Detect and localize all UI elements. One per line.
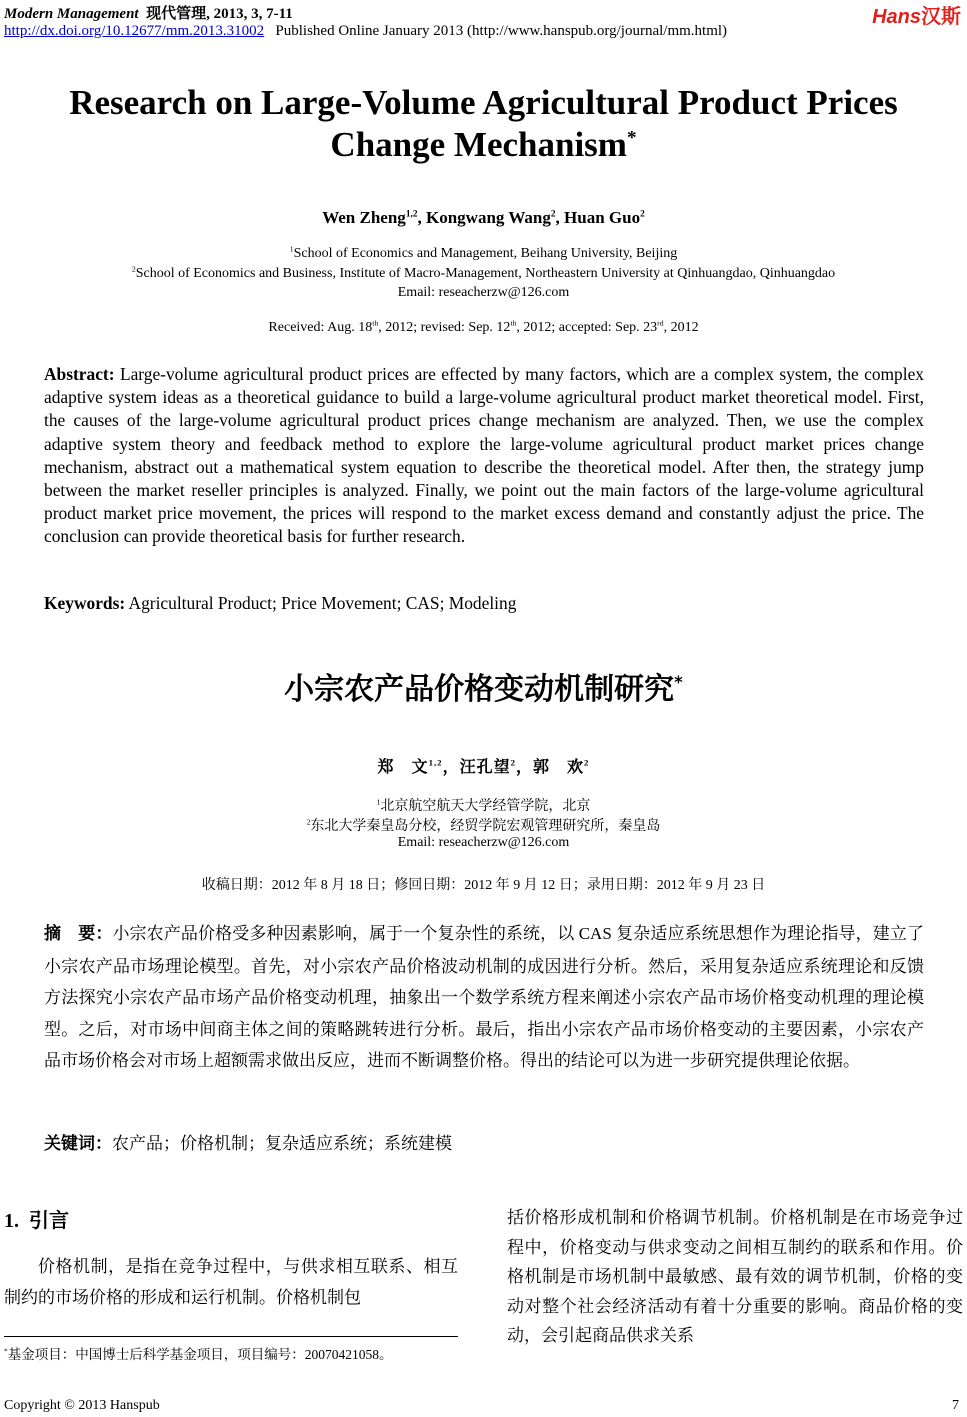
abstract-text: Large-volume agricultural product prices are effected by many factors, which are a complex system, the complex adaptive system ideas as a theoretical guidance to build a large-volume agricultural product market theoretical model. First, the causes of the large-volume agricultural product prices change mechanism are analyzed. Then, we use the complex adaptive system theory and feedback method to explore the large-volume agricultural product market prices change mechanism, abstract out a mathematical system equation to describe the theoretical model. After then, the strategy jump between the market reseller principles is analyzed. Finally, we point out the main factors of the large-volume agricultural product market price movement, the prices will respond to the market excess demand and constantly adjust the price. The conclusion can provide theoretical basis for further research. — [44, 364, 924, 547]
doi-line — [4, 23, 727, 40]
affil-text: 北京航空航天大学经管学院，北京 — [380, 799, 591, 814]
author-name: Wen Zheng — [322, 208, 406, 227]
affil-text: School of Economics and Management, Beihang University, Beijing — [293, 246, 678, 261]
doi-link[interactable]: http://dx.doi.org/10.12677/mm.2013.31002 — [4, 23, 265, 39]
affiliation-cn-1 — [0, 795, 967, 815]
keywords-en — [44, 593, 516, 614]
journal-issue: , 2013, 3, 7-11 — [206, 6, 293, 22]
date-text: Received: Aug. 18 — [268, 320, 373, 335]
journal-name: Modern Management — [4, 6, 139, 22]
date-text: , 2012; accepted: Sep. 23 — [516, 320, 658, 335]
author-sep: ， — [516, 759, 534, 776]
publisher-logo — [872, 0, 961, 29]
date-sup: th — [372, 318, 379, 328]
email-cn: Email: reseacherzw@126.com — [397, 835, 570, 850]
affil-sup: 2 — [131, 264, 136, 274]
date-text: , 2012; revised: Sep. 12 — [378, 320, 511, 335]
affiliation-en-1 — [0, 246, 967, 262]
abstract-cn-text: 小宗农产品价格受多种因素影响，属于一个复杂性的系统，以 CAS 复杂适应系统思想作为理论指导，建立了小宗农产品市场理论模型。首先，对小宗农产品价格波动机制的成因进行分析。然后，采用复杂适应系统理论和反馈方法探究小宗农产品市场产品价格变动机理，抽象出一个数学系统方程来阐述小宗农产品市场价格变动机理的理论模型。之后，对市场中间商主体之间的策略跳转进行分析。最后，指出小宗农产品市场价格变动的主要因素，小宗农产品市场价格会对市场上超额需求做出反应，进而不断调整价格。得出的结论可以为进一步研究提供理论依据。 — [44, 924, 924, 1070]
abstract-cn-label: 摘 要： — [44, 924, 113, 944]
dates-cn: 收稿日期：2012 年 8 月 18 日；修回日期：2012 年 9 月 12 日；录用日期：2012 年 9 月 23 日 — [201, 878, 766, 893]
keywords-cn-text: 农产品；价格机制；复杂适应系统；系统建模 — [112, 1134, 452, 1153]
affil-text: School of Economics and Business, Institute of Macro-Management, Northeastern University at Qinhuangdao, Qinhuangdao — [135, 266, 836, 281]
email-en: Email: reseacherzw@126.com — [397, 285, 570, 300]
title-footnote-mark: * — [626, 127, 637, 149]
section-number: 1. — [4, 1210, 19, 1232]
title-cn-text: 小宗农产品价格变动机制研究 — [284, 672, 675, 707]
author-affil-sup: 1,2 — [428, 757, 443, 768]
affil-sup: 1 — [376, 797, 381, 807]
author-affil-sup: 2 — [550, 209, 556, 220]
abstract-en — [44, 363, 924, 549]
footnote-mark: * — [4, 1346, 8, 1356]
journal-name-cn: 现代管理 — [146, 6, 207, 22]
title-cn-footnote-mark: * — [674, 673, 683, 692]
author-affil-sup: 1,2 — [405, 209, 418, 220]
paragraph: 价格机制，是指在竞争过程中，与供求相互联系、相互制约的市场价格的形成和运行机制。价格机制包 — [4, 1257, 458, 1307]
title-line-1: Research on Large-Volume Agricultural Product Prices — [69, 83, 898, 122]
author-sep: , — [417, 208, 426, 227]
paper-title-en — [0, 82, 967, 166]
authors-cn — [0, 754, 967, 777]
author-sep: , — [555, 208, 565, 227]
page-number: 7 — [952, 1398, 959, 1413]
author-sep: ， — [442, 759, 460, 776]
published-online: Published Online January 2013 (http://www.hanspub.org/journal/mm.html) — [275, 23, 728, 39]
journal-header — [4, 2, 293, 23]
author-name-cn: 汪孔望 — [459, 759, 511, 776]
affil-text: 东北大学秦皇岛分校，经贸学院宏观管理研究所，秦皇岛 — [310, 819, 661, 834]
paper-title-cn — [0, 664, 967, 708]
date-sup: th — [510, 318, 517, 328]
abstract-label: Abstract: — [44, 364, 115, 384]
affil-sup: 2 — [306, 817, 311, 827]
section-heading-1 — [4, 1204, 69, 1233]
affil-sup: 1 — [289, 244, 294, 254]
keywords-cn-label: 关键词： — [44, 1134, 112, 1154]
logo-text-en: Hans — [872, 6, 921, 28]
body-column-left — [4, 1251, 458, 1313]
abstract-cn — [44, 918, 924, 1077]
paragraph: 括价格形成机制和价格调节机制。价格机制是在市场竞争过程中，价格变动与供求变动之间相互制约的联系和作用。价格机制是市场机制中最敏感、最有效的调节机制，价格的变动对整个社会经济活动有着十分重要的影响。商品价格的变动，会引起商品供求关系 — [507, 1208, 963, 1345]
title-line-2: Change Mechanism — [330, 125, 627, 164]
logo-text-cn: 汉斯 — [921, 6, 961, 28]
author-affil-sup: 2 — [584, 757, 590, 768]
body-column-right — [507, 1203, 963, 1351]
author-name-cn: 郑 文 — [377, 759, 429, 776]
author-name: Huan Guo — [564, 208, 641, 227]
copyright: Copyright © 2013 Hanspub — [4, 1398, 160, 1413]
author-name-cn: 郭 欢 — [533, 759, 585, 776]
dates-en — [0, 320, 967, 336]
keywords-cn — [44, 1129, 452, 1154]
footnote-text: 基金项目：中国博士后科学基金项目，项目编号：20070421058。 — [7, 1347, 393, 1362]
author-affil-sup: 2 — [510, 757, 516, 768]
date-sup: rd — [657, 318, 664, 328]
footnote — [4, 1343, 392, 1363]
author-name: Kongwang Wang — [426, 208, 551, 227]
affiliation-en-2 — [0, 266, 967, 282]
keywords-label: Keywords: — [44, 593, 126, 613]
author-affil-sup: 2 — [640, 209, 645, 220]
keywords-text: Agricultural Product; Price Movement; CAS; Modeling — [125, 593, 517, 613]
authors-en — [0, 208, 967, 228]
date-text: , 2012 — [663, 320, 699, 335]
affiliation-cn-2 — [0, 815, 967, 835]
section-title: 引言 — [29, 1208, 69, 1232]
footnote-divider — [4, 1336, 458, 1337]
